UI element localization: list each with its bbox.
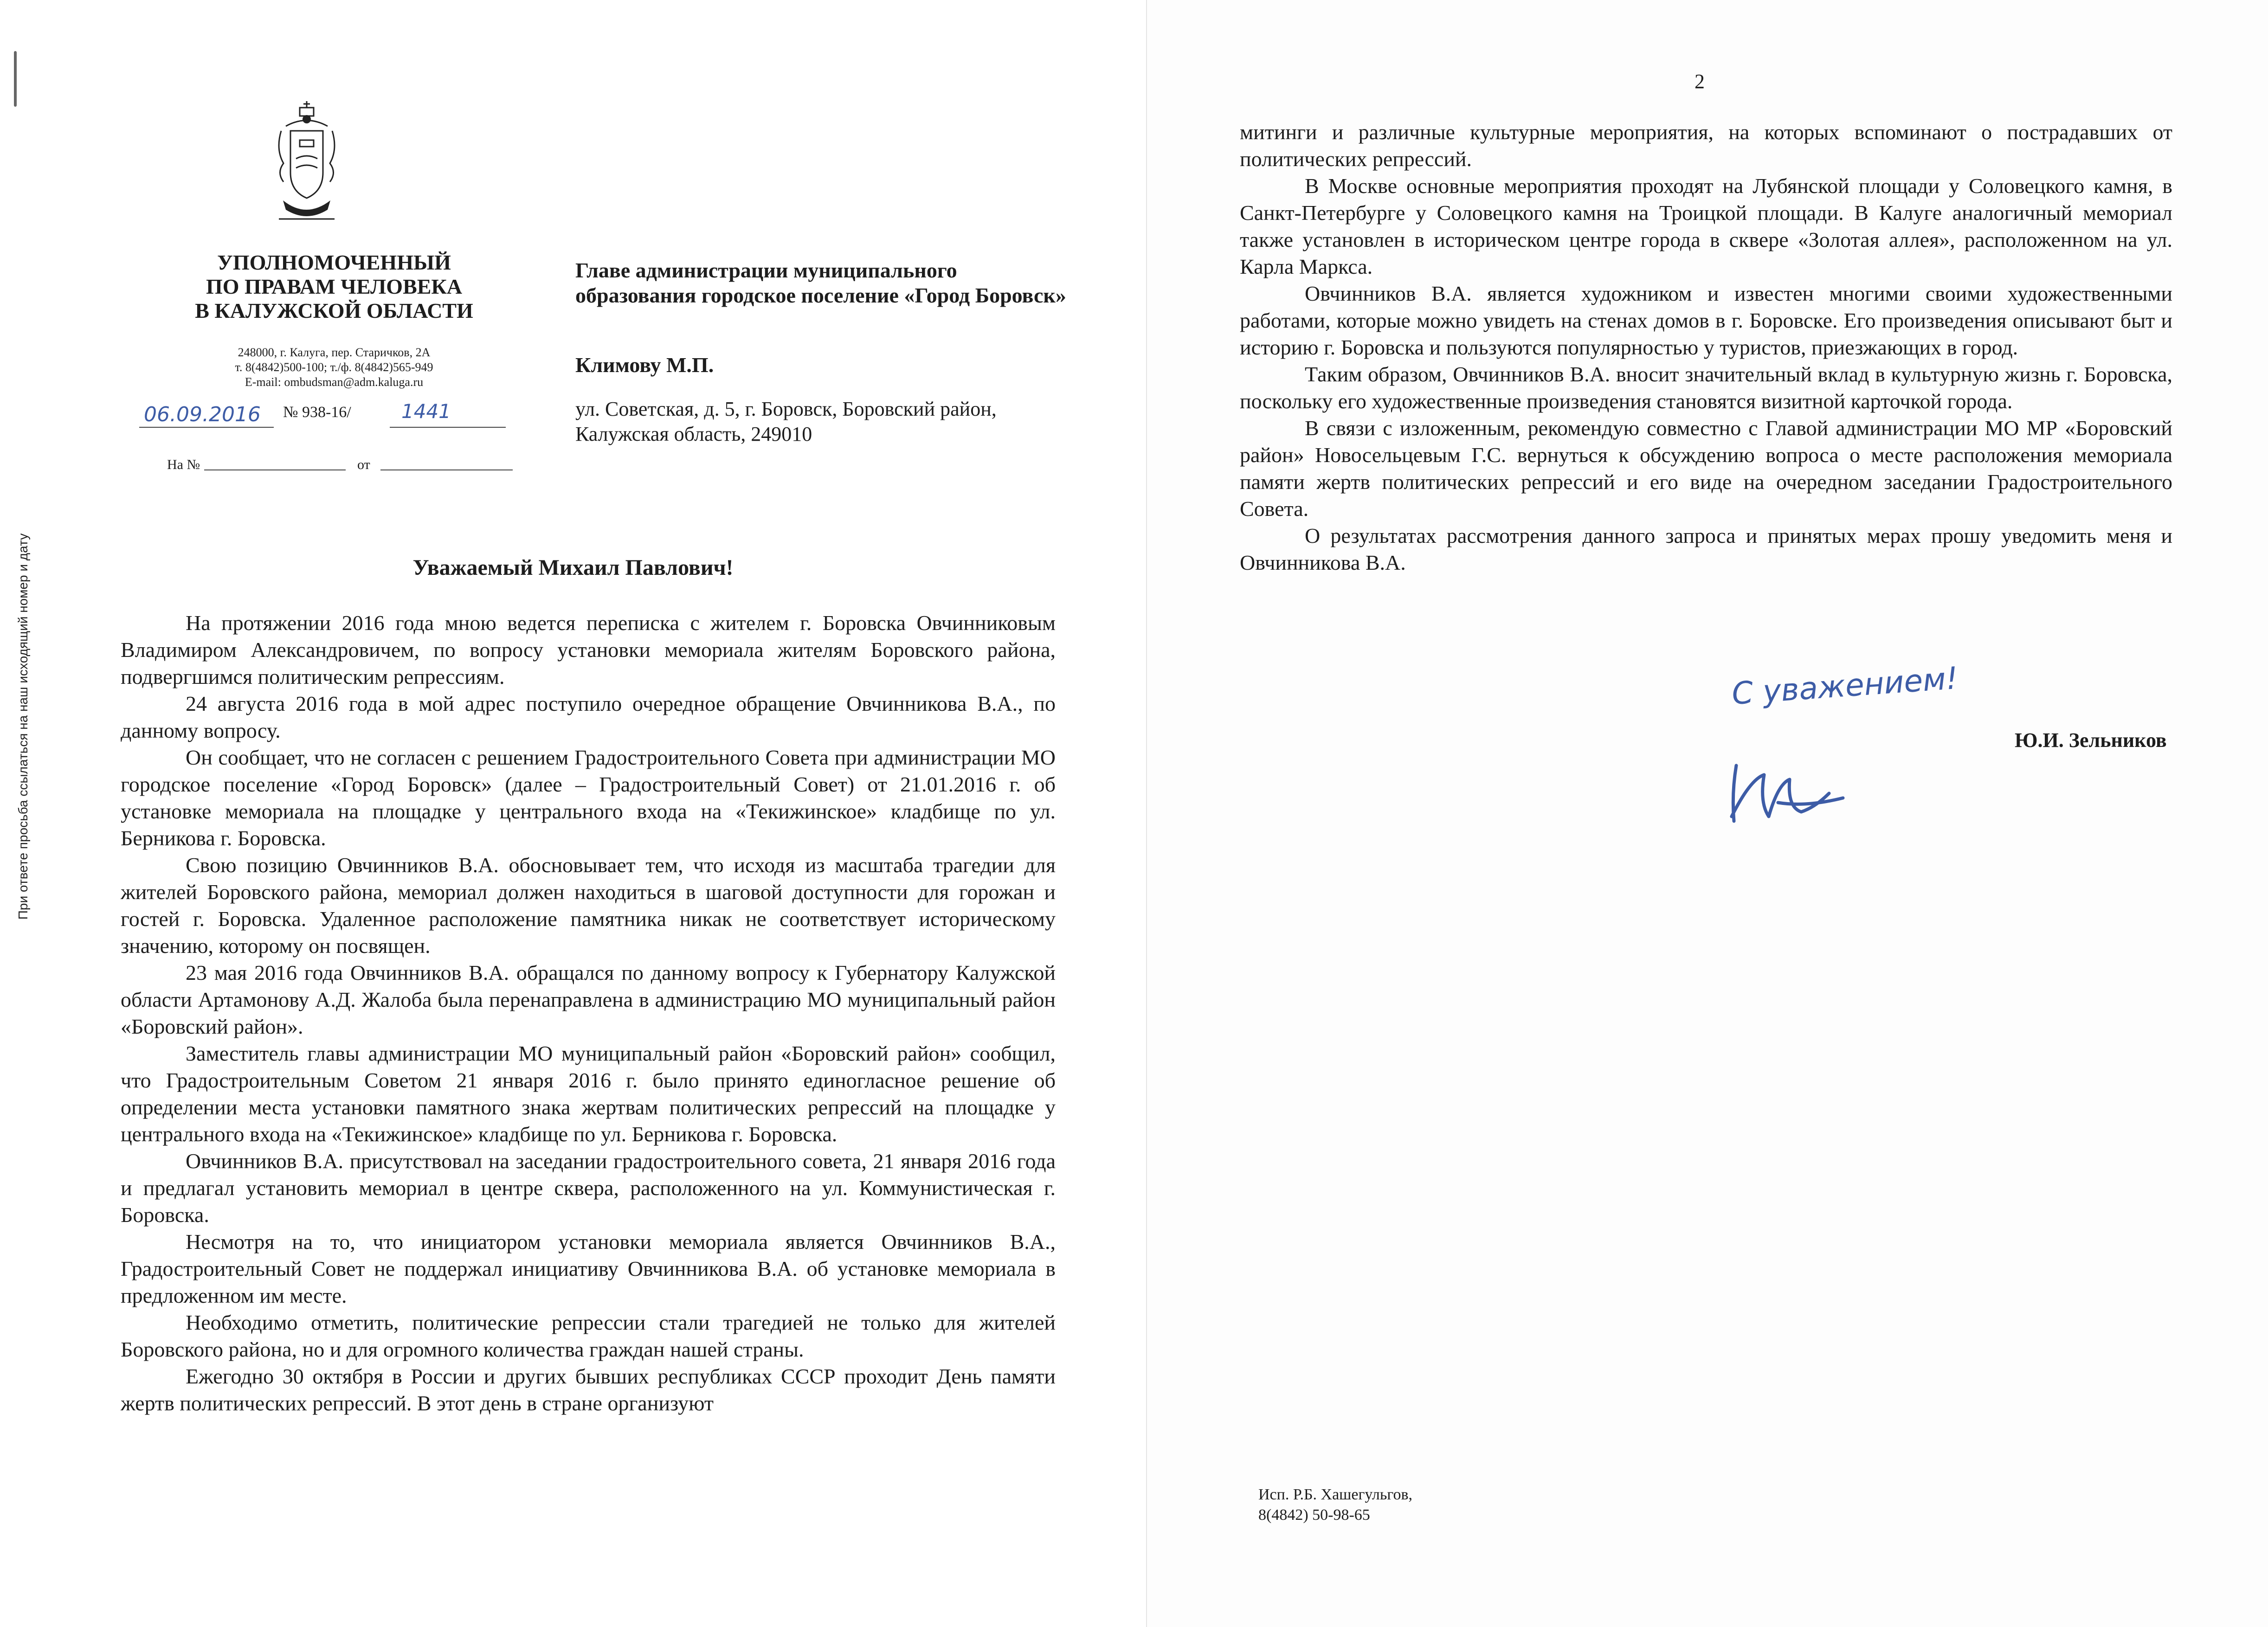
salutation: Уважаемый Михаил Павлович! [412,555,734,580]
registration-number-handwritten: 1441 [401,400,451,423]
paragraph: На протяжении 2016 года мною ведется переписка с жителем г. Боровска Овчинниковым Владимиром Александровичем, по вопросу установки мемориала жителям Боровского района, подвергшимся политическим репрессиям. [121,611,1056,688]
letter-body-page-2 [1240,119,2172,576]
signatory-name: Ю.И. Зельников [2015,729,2167,752]
paragraph: О результатах рассмотрения данного запроса и принятых мерах прошу уведомить меня и Овчинникова В.А. [1240,524,2172,574]
paragraph: Ежегодно 30 октября в России и других бывших республиках СССР проходит День памяти жертв политических репрессий. В этот день в стране организуют [121,1364,1056,1415]
registration-number: № 938-16/ [283,404,351,421]
date-underline [139,427,274,428]
paragraph: Несмотря на то, что инициатором установки мемориала является Овчинников В.А., Градостроительный Совет не поддержал инициативу Овчинникова В.А. об установке мемориала в предложенном им месте. [121,1230,1056,1307]
registration-date: 06.09.2016 [144,403,261,426]
paragraph: митинги и различные культурные мероприятия, на которых вспоминают о пострадавших от политических репрессий. [1240,120,2172,171]
paragraph: Овчинников В.А. является художником и известен многими своими художественными работами, которые можно увидеть на стенах домов в г. Боровске. Его произведения описывают быт и историю г. Боровска и пользуются популярностью у туристов, приезжающих в город. [1240,282,2172,359]
paragraph: В связи с изложенным, рекомендую совместно с Главой администрации МО МР «Боровский район» Новосельцевым Г.С. вернуться к обсуждению вопроса о месте расположения мемориала памяти жертв политических репрессий и его виде на очередном заседании Градостроительного Совета. [1240,416,2172,521]
reply-date-label: от [357,457,370,472]
recipient-title: Главе администрации муниципального образования городское поселение «Город Боровск» [575,258,1066,307]
closing-handwritten: С уважением! [1730,660,1959,712]
paragraph: Таким образом, Овчинников В.А. вносит значительный вклад в культурную жизнь г. Боровска, поскольку его художественные произведения становятся визитной карточкой города. [1240,362,2172,413]
paragraph: 24 августа 2016 года в мой адрес поступило очередное обращение Овчинникова В.А., по данному вопросу. [121,692,1056,742]
letter-page-2 [1146,0,2268,1627]
executor-info: Исп. Р.Б. Хашегульгов, 8(4842) 50-98-65 [1258,1486,1413,1524]
reply-number-line [204,469,346,470]
paragraph: В Москве основные мероприятия проходят на Лубянской площади у Соловецкого камня, в Санкт-Петербурге у Соловецкого камня на Троицкой площади. В Калуге аналогичный мемориал также установлен в историческом центре города в сквере «Золотая аллея», расположенном на ул. Карла Маркса. [1240,174,2172,278]
scan-mark [14,51,17,107]
page-number: 2 [1695,70,1705,93]
paragraph: 23 мая 2016 года Овчинников В.А. обращался по данному вопросу к Губернатору Калужской области Артамонову А.Д. Жалоба была перенаправлена в администрацию МО муниципальный район «Боровский район». [121,961,1056,1038]
signature [1722,752,1857,840]
paragraph: Овчинников В.А. присутствовал на заседании градостроительного совета, 21 января 2016 года и предлагал установить мемориал в центре сквера, расположенного на ул. Коммунистическая г. Боровска. [121,1149,1056,1227]
coat-of-arms-icon [272,98,341,228]
paragraph: Необходимо отметить, политические репрессии стали трагедией не только для жителей Боровского района, но и для огромного количества граждан нашей страны. [121,1311,1056,1361]
letter-body-page-1 [121,610,1056,1417]
number-underline [390,427,506,428]
paragraph: Он сообщает, что не согласен с решением Градостроительного Совета при администрации МО городское поселение «Город Боровск» (далее – Градостроительный Совет) от 21.01.2016 г. об установке мемориала на площадке у центрального входа на «Текижинское» кладбище по ул. Берникова г. Боровска. [121,746,1056,850]
reply-number-label: На № [167,457,200,472]
recipient-address: ул. Советская, д. 5, г. Боровск, Боровский район, Калужская область, 249010 [575,398,997,445]
reply-date-line [380,469,513,470]
organization-title: УПОЛНОМОЧЕННЫЙ ПО ПРАВАМ ЧЕЛОВЕКА В КАЛУЖСКОЙ ОБЛАСТИ [195,251,473,322]
organization-contacts: 248000, г. Калуга, пер. Старичков, 2А т. 8(4842)500-100; т./ф. 8(4842)565-949 E-mail: ombudsman@adm.kaluga.ru [235,346,433,389]
paragraph: Заместитель главы администрации МО муниципальный район «Боровский район» сообщил, что Градостроительным Советом 21 января 2016 г. было принято единогласное решение об определении места установки памятного знака жертвам политических репрессий на площадке у центрального входа на «Текижинское» кладбище по ул. Берникова г. Боровска. [121,1042,1056,1146]
recipient-name: Климову М.П. [575,353,714,377]
side-note: При ответе просьба ссылаться на наш исходящий номер и дату [16,533,30,920]
paragraph: Свою позицию Овчинников В.А. обосновывает тем, что исходя из масштаба трагедии для жителей Боровского района, мемориал должен находиться в шаговой доступности для горожан и гостей г. Боровска. Удаленное расположение памятника никак не соответствует историческому значению, которому он посвящен. [121,853,1056,958]
